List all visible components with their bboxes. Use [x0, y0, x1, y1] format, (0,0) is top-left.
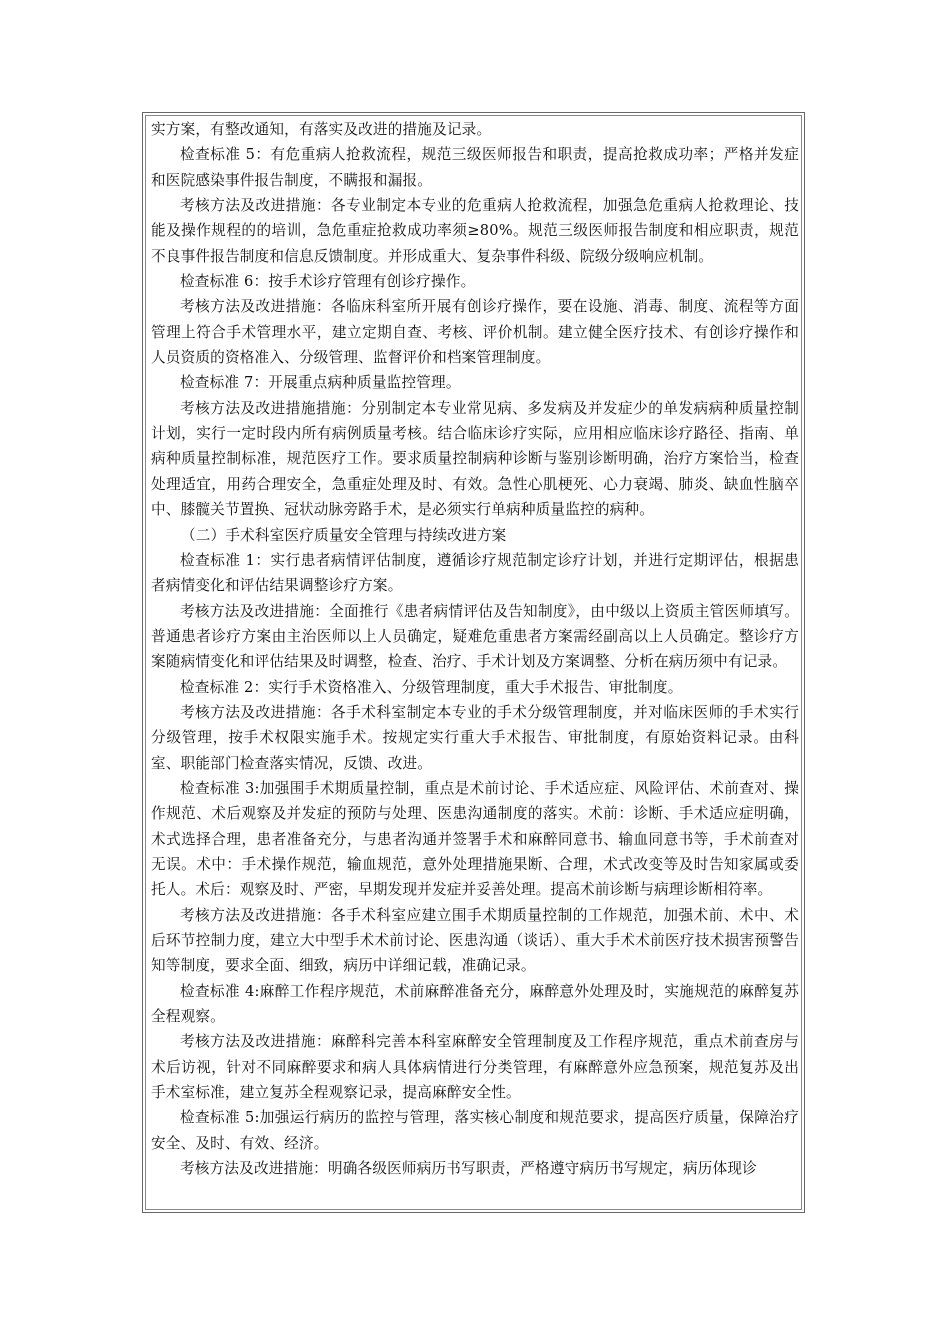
paragraph-14: 考核方法及改进措施：各手术科室应建立围手术期质量控制的工作规范，加强术前、术中、术后环节控制力度，建立大中型手术术前讨论、医患沟通（谈话）、重大手术术前医疗技术损害预警告知等制度，要求全面、细致，病历中详细记载，准确记录。 [151, 906, 799, 975]
paragraph-3: 考核方法及改进措施：各专业制定本专业的危重病人抢救流程，加强急危重病人抢救理论、技能及操作规程的的培训，急危重症抢救成功率须≥80%。规范三级医师报告制度和相应职责，规范不良事件报告制度和信息反馈制度。并形成重大、复杂事件科级、院级分级响应机制。 [151, 197, 799, 265]
paragraph-2: 检查标准 5：有危重病人抢救流程，规范三级医师报告和职责，提高抢救成功率；严格并发症和医院感染事件报告制度，不瞒报和漏报。 [151, 146, 799, 189]
paragraph-7: 考核方法及改进措施措施：分别制定本专业常见病、多发病及并发症少的单发病病种质量控制计划，实行一定时段内所有病例质量考核。结合临床诊疗实际，应用相应临床诊疗路径、指南、单病种质量控制标准，规范医疗工作。要求质量控制病种诊断与鉴别诊断明确，治疗方案恰当，检查处理适宜，用药合理安全，急重症处理及时、有效。急性心肌梗死、心力衰竭、肺炎、缺血性脑卒中、膝髋关节置换、冠状动脉旁路手术，是必须实行单病种质量监控的病种。 [151, 399, 799, 519]
paragraph-11: 检查标准 2：实行手术资格准入、分级管理制度，重大手术报告、审批制度。 [180, 678, 683, 696]
document-body [151, 117, 799, 1181]
paragraph-18: 考核方法及改进措施：明确各级医师病历书写职责，严格遵守病历书写规定，病历体现诊 [180, 1160, 757, 1178]
paragraph-15: 检查标准 4:麻醉工作程序规范，术前麻醉准备充分，麻醉意外处理及时，实施规范的麻醉复苏全程观察。 [151, 982, 799, 1026]
paragraph-9: 检查标准 1：实行患者病情评估制度，遵循诊疗规范制定诊疗计划，并进行定期评估，根据患者病情变化和评估结果调整诊疗方案。 [151, 551, 799, 595]
paragraph-16: 考核方法及改进措施：麻醉科完善本科室麻醉安全管理制度及工作程序规范，重点术前查房与术后访视，针对不同麻醉要求和病人具体病情进行分类管理，有麻醉意外应急预案，规范复苏及出手术室标准，建立复苏全程观察记录，提高麻醉安全性。 [151, 1033, 799, 1102]
document-frame [142, 112, 805, 1213]
paragraph-17: 检查标准 5:加强运行病历的监控与管理，落实核心制度和规范要求，提高医疗质量，保障治疗安全、及时、有效、经济。 [151, 1109, 799, 1152]
section-heading: （二）手术科室医疗质量安全管理与持续改进方案 [181, 526, 507, 544]
paragraph-4: 检查标准 6：按手术诊疗管理有创诊疗操作。 [180, 273, 476, 291]
paragraph-1: 实方案，有整改通知，有落实及改进的措施及记录。 [151, 121, 492, 138]
paragraph-12: 考核方法及改进措施：各手术科室制定本专业的手术分级管理制度，并对临床医师的手术实行分级管理，按手术权限实施手术。按规定实行重大手术报告、审批制度，有原始资料记录。由科室、职能部门检查落实情况，反馈、改进。 [151, 703, 799, 772]
paragraph-6: 检查标准 7：开展重点病种质量监控管理。 [180, 374, 461, 392]
paragraph-10: 考核方法及改进措施：全面推行《患者病情评估及告知制度》，由中级以上资质主管医师填写。普通患者诊疗方案由主治医师以上人员确定，疑难危重患者方案需经副高以上人员确定。整诊疗方案随病情变化和评估结果及时调整，检查、治疗、手术计划及方案调整、分析在病历须中有记录。 [151, 602, 799, 671]
paragraph-13: 检查标准 3:加强围手术期质量控制，重点是术前讨论、手术适应症、风险评估、术前查对、操作规范、术后观察及并发症的预防与处理、医患沟通制度的落实。术前：诊断、手术适应症明确，术式选择合理，患者准备充分，与患者沟通并签署手术和麻醉同意书、输血同意书等，手术前查对无误。术中：手术操作规范，输血规范，意外处理措施果断、合理，术式改变等及时告知家属或委托人。术后：观察及时、严密，早期发现并发症并妥善处理。提高术前诊断与病理诊断相符率。 [151, 779, 799, 899]
paragraph-5: 考核方法及改进措施：各临床科室所开展有创诊疗操作，要在设施、消毒、制度、流程等方面管理上符合手术管理水平，建立定期自查、考核、评价机制。建立健全医疗技术、有创诊疗操作和人员资质的资格准入、分级管理、监督评价和档案管理制度。 [151, 298, 799, 367]
